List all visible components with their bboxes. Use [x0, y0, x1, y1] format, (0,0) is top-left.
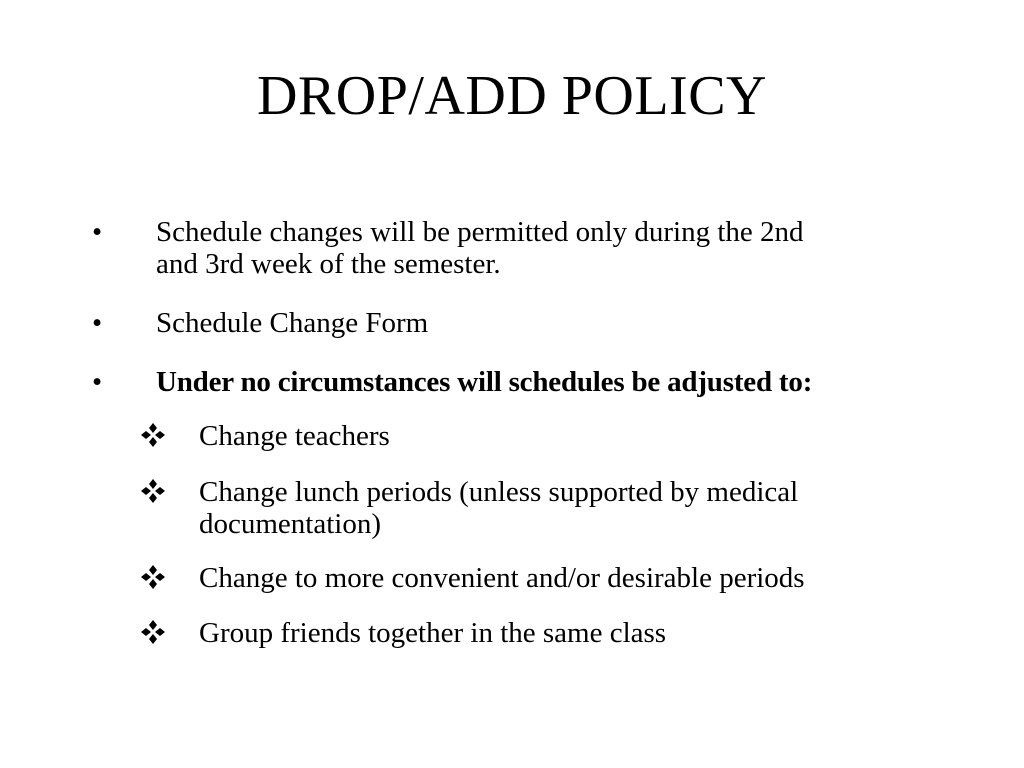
sub-bullet-line: Group friends together in the same class — [199, 617, 667, 649]
sub-bullet-line: Change teachers — [199, 420, 390, 452]
four-diamond-icon — [140, 564, 166, 590]
bullet-marker: • — [92, 216, 103, 248]
sub-bullet-change-to-convenient-periods — [199, 562, 805, 594]
four-diamond-icon — [140, 422, 166, 448]
sub-bullet-change-lunch-periods — [199, 476, 798, 540]
sub-bullet-line: documentation) — [199, 508, 382, 540]
sub-bullet-change-teachers — [199, 420, 390, 452]
sub-bullet-group-friends — [199, 617, 666, 649]
slide-title: DROP/ADD POLICY — [257, 65, 767, 127]
four-diamond-icon — [140, 619, 166, 645]
bullet-line: Under no circumstances will schedules be adjusted to: — [156, 366, 813, 398]
bullet-marker: • — [92, 307, 103, 339]
bullet-marker: • — [92, 366, 103, 398]
four-diamond-icon — [140, 478, 166, 504]
bullet-item-schedule-change-form — [156, 307, 428, 339]
sub-bullet-line: Change to more convenient and/or desirable periods — [199, 562, 805, 594]
sub-bullet-line: Change lunch periods (unless supported by medical — [199, 476, 799, 508]
bullet-item-schedule-changes — [156, 216, 804, 280]
bullet-line: and 3rd week of the semester. — [156, 248, 501, 280]
bullet-line: Schedule Change Form — [156, 307, 429, 339]
bullet-line: Schedule changes will be permitted only during the 2nd — [156, 216, 804, 248]
bullet-item-under-no-circumstances — [156, 366, 812, 398]
